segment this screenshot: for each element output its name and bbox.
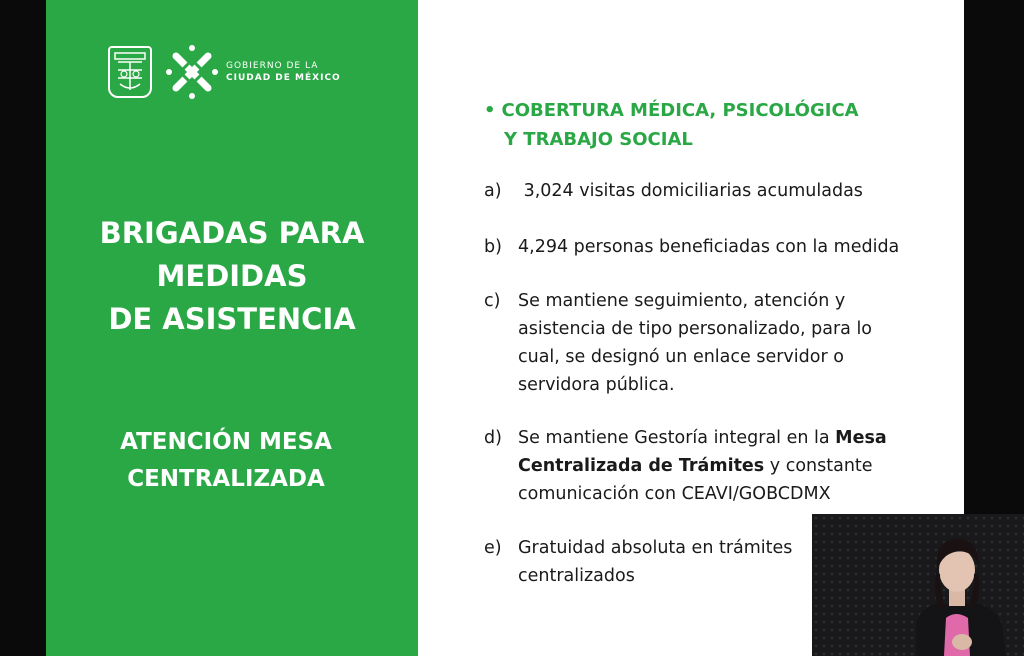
slide-subtitle [46,424,406,498]
item-bold-segment: Mesa [835,428,887,448]
coat-of-arms-icon [108,46,152,98]
heading-line-1: COBERTURA MÉDICA, PSICOLÓGICA [501,100,859,121]
item-text-line: Gratuidad absoluta en trámites [518,538,793,558]
item-letter: a) [484,181,502,201]
title-line-2: MEDIDAS [156,259,308,293]
green-side-panel [46,0,418,656]
item-letter: b) [484,237,502,257]
gov-line-1: GOBIERNO DE LA [226,61,319,71]
item-letter: c) [484,291,501,311]
item-letter: d) [484,428,502,448]
bullet-icon: • [484,100,496,121]
item-text [518,424,958,508]
section-heading [484,96,859,154]
subtitle-line-2: CENTRALIZADA [127,466,325,492]
item-text-line: comunicación con CEAVI/GOBCDMX [518,484,831,504]
item-text: 4,294 personas beneficiadas con la medida [518,237,900,257]
cdmx-emblem-icon [166,44,218,100]
gov-line-2: CIUDAD DE MÉXICO [226,73,341,83]
title-line-1: BRIGADAS PARA [99,216,365,250]
subtitle-line-1: ATENCIÓN MESA [120,429,332,455]
item-text-line: servidora pública. [518,375,675,395]
item-text-line: Se mantiene seguimiento, atención y [518,291,846,311]
item-text-segment: y constante [764,456,873,476]
interpreter-image [812,514,1024,656]
item-text: 3,024 visitas domiciliarias acumuladas [518,181,863,201]
item-text-line: cual, se designó un enlace servidor o [518,347,844,367]
government-logo [108,44,341,100]
item-text-segment: Se mantiene Gestoría integral en la [518,428,836,448]
heading-line-2: Y TRABAJO SOCIAL [504,129,693,150]
title-line-3: DE ASISTENCIA [108,302,356,336]
item-text-line: asistencia de tipo personalizado, para lo [518,319,873,339]
item-text [518,287,958,399]
sign-language-interpreter-video [812,514,1024,656]
item-text-line: centralizados [518,566,635,586]
government-name [226,60,341,84]
item-bold-segment: Centralizada de Trámites [518,456,765,476]
item-letter: e) [484,538,502,558]
slide-title [46,212,418,341]
